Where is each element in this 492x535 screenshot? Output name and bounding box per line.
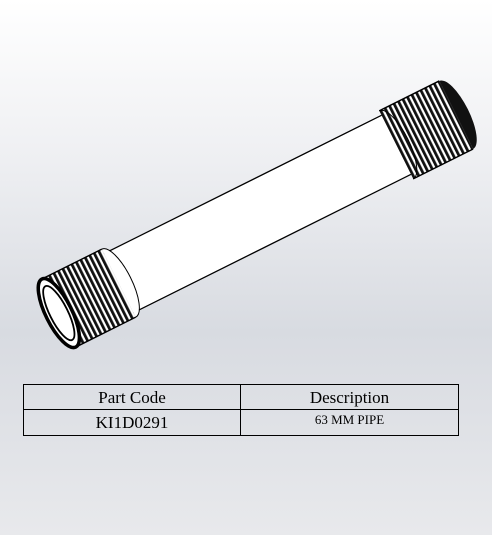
description-header: Description bbox=[241, 385, 459, 410]
table-header-row bbox=[24, 385, 459, 410]
part-info-table bbox=[23, 384, 459, 436]
part-code-value: KI1D0291 bbox=[24, 410, 241, 436]
table-row bbox=[24, 410, 459, 436]
description-value: 63 MM PIPE bbox=[241, 410, 459, 436]
part-code-header: Part Code bbox=[24, 385, 241, 410]
